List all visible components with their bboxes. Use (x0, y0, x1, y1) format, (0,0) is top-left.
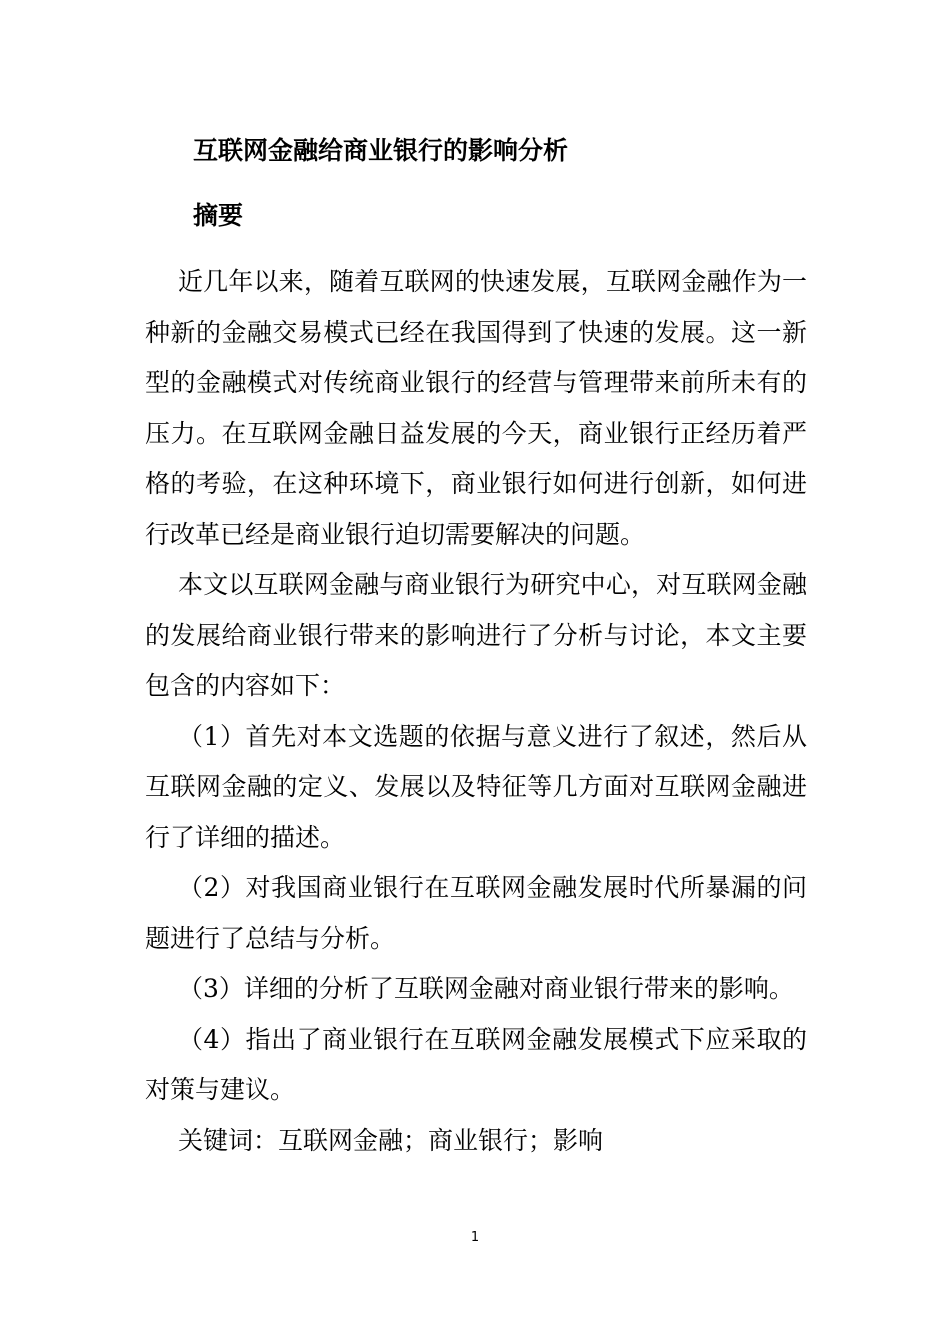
document-title: 互联网金融给商业银行的影响分析 (193, 136, 569, 165)
abstract-body (145, 257, 807, 1166)
abstract-list-item-1: （1）首先对本文选题的依据与意义进行了叙述，然后从互联网金融的定义、发展以及特征等几方面对互联网金融进行了详细的描述。 (145, 721, 807, 852)
abstract-paragraph-scope: 本文以互联网金融与商业银行为研究中心，对互联网金融的发展给商业银行带来的影响进行了分析与讨论，本文主要包含的内容如下： (145, 570, 807, 700)
abstract-list-item-3: （3）详细的分析了互联网金融对商业银行带来的影响。 (178, 974, 794, 1003)
abstract-paragraph-intro: 近几年以来，随着互联网的快速发展，互联网金融作为一种新的金融交易模式已经在我国得到了快速的发展。这一新型的金融模式对传统商业银行的经营与管理带来前所未有的压力。在互联网金融日益发展的今天，商业银行正经历着严格的考验，在这种环境下，商业银行如何进行创新，如何进行改革已经是商业银行迫切需要解决的问题。 (145, 267, 807, 549)
abstract-list-item-2: （2）对我国商业银行在互联网金融发展时代所暴漏的问题进行了总结与分析。 (145, 873, 807, 953)
abstract-list-item-4: （4）指出了商业银行在互联网金融发展模式下应采取的对策与建议。 (145, 1024, 807, 1104)
page-number: 1 (470, 1230, 480, 1245)
keywords-line: 关键词：互联网金融；商业银行；影响 (178, 1125, 604, 1155)
abstract-heading: 摘要 (193, 201, 244, 230)
